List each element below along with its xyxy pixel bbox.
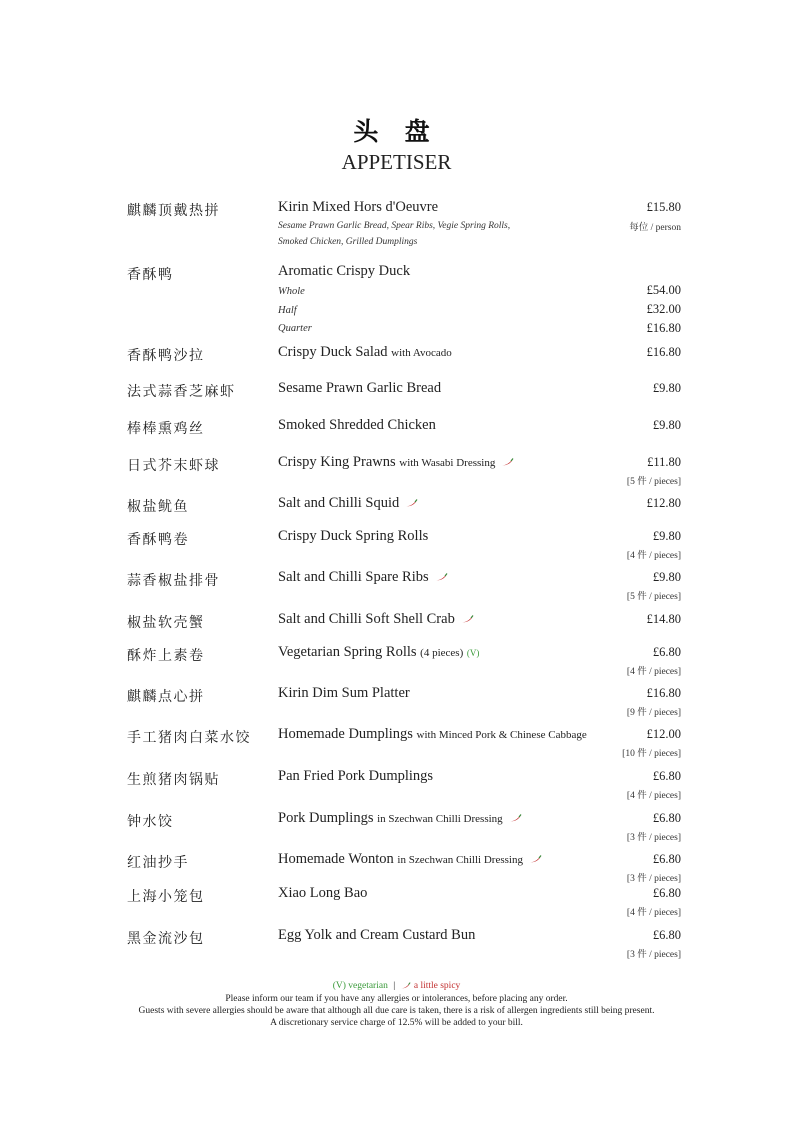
- item-portion-note: [3 件 / pieces]: [626, 833, 681, 843]
- item-portion-note: 每位 / person: [629, 223, 681, 233]
- item-chinese-name: 麒麟顶戴热拼: [127, 203, 220, 219]
- legend: [0, 981, 793, 991]
- item-price: £12.00: [646, 727, 681, 741]
- item-price: £6.80: [652, 928, 681, 942]
- item-chinese-name: 法式蒜香芝麻虾: [127, 384, 236, 400]
- item-portion-note: [4 件 / pieces]: [626, 908, 681, 918]
- chili-icon: [529, 855, 542, 864]
- item-english-name: Salt and Chilli Soft Shell Crab: [278, 611, 474, 628]
- item-english-name: Smoked Shredded Chicken: [278, 417, 436, 433]
- chili-icon: [461, 615, 474, 624]
- item-english-name: Kirin Dim Sum Platter: [278, 685, 410, 701]
- item-english-name: Sesame Prawn Garlic Bread: [278, 380, 442, 396]
- chili-icon: [405, 499, 418, 508]
- item-chinese-name: 手工猪肉白菜水饺: [127, 730, 251, 746]
- item-price: £9.80: [652, 418, 681, 432]
- item-chinese-name: 酥炸上素卷: [127, 648, 205, 664]
- size-price: £16.80: [646, 321, 681, 335]
- item-portion-note: [5 件 / pieces]: [626, 592, 681, 602]
- item-chinese-name: 红油抄手: [127, 855, 189, 871]
- item-price: £6.80: [652, 645, 681, 659]
- item-english-name: Aromatic Crispy Duck: [278, 263, 411, 279]
- item-chinese-name: 钟水饺: [127, 814, 174, 830]
- item-chinese-name: 棒棒熏鸡丝: [127, 421, 205, 437]
- item-chinese-name: 麒麟点心拼: [127, 689, 205, 705]
- item-price: £9.80: [652, 529, 681, 543]
- item-price: £16.80: [646, 686, 681, 700]
- item-portion-note: [10 件 / pieces]: [622, 749, 681, 759]
- item-price: £6.80: [652, 811, 681, 825]
- item-price: £12.80: [646, 496, 681, 510]
- item-portion-note: [5 件 / pieces]: [626, 477, 681, 487]
- item-price: £9.80: [652, 570, 681, 584]
- vegetarian-badge: (V): [466, 648, 480, 658]
- item-english-name: Vegetarian Spring Rolls (4 pieces) (V): [278, 644, 480, 660]
- item-chinese-name: 生煎猪肉锅贴: [127, 772, 220, 788]
- vegetarian-legend: (V) vegetarian: [332, 981, 388, 991]
- item-portion-note: [4 件 / pieces]: [626, 551, 681, 561]
- item-portion-note: [3 件 / pieces]: [626, 950, 681, 960]
- item-english-name: Egg Yolk and Cream Custard Bun: [278, 927, 476, 943]
- item-description: Sesame Prawn Garlic Bread, Spear Ribs, Vegie Spring Rolls,: [278, 221, 511, 231]
- item-price: £16.80: [646, 345, 681, 359]
- size-label: Quarter: [278, 323, 312, 334]
- item-chinese-name: 上海小笼包: [127, 889, 205, 905]
- size-label: Half: [278, 305, 297, 316]
- chili-icon: [501, 458, 514, 467]
- item-english-name: Crispy King Prawns with Wasabi Dressing: [278, 454, 514, 471]
- item-price: £14.80: [646, 612, 681, 626]
- item-chinese-name: 黑金流沙包: [127, 931, 205, 947]
- item-price: £6.80: [652, 769, 681, 783]
- chili-icon: [509, 814, 522, 823]
- item-english-name: Salt and Chilli Spare Ribs: [278, 569, 448, 586]
- allergy-notice: Please inform our team if you have any allergies or intolerances, before placing any order.: [225, 994, 568, 1004]
- chili-icon: [435, 573, 448, 582]
- item-chinese-name: 椒盐鱿鱼: [127, 499, 189, 515]
- item-chinese-name: 蒜香椒盐排骨: [127, 573, 220, 589]
- item-chinese-name: 日式芥末虾球: [127, 458, 220, 474]
- item-portion-note: [4 件 / pieces]: [626, 667, 681, 677]
- spicy-legend: a little spicy: [413, 981, 461, 991]
- item-portion-note: [9 件 / pieces]: [626, 708, 681, 718]
- item-english-name: Salt and Chilli Squid: [278, 495, 418, 512]
- item-price: £6.80: [652, 852, 681, 866]
- item-chinese-name: 椒盐软壳蟹: [127, 615, 205, 631]
- item-price: £11.80: [647, 455, 681, 469]
- service-charge-notice: A discretionary service charge of 12.5% will be added to your bill.: [270, 1018, 523, 1028]
- page-title-english: APPETISER: [341, 150, 452, 174]
- item-price: £15.80: [646, 200, 681, 214]
- chili-icon: [400, 982, 411, 990]
- size-price: £32.00: [646, 302, 681, 316]
- item-price: £6.80: [652, 886, 681, 900]
- item-english-name: Pork Dumplings in Szechwan Chilli Dressing: [278, 810, 522, 827]
- item-price: £9.80: [652, 381, 681, 395]
- item-chinese-name: 香酥鸭沙拉: [127, 348, 205, 364]
- item-english-name: Xiao Long Bao: [278, 885, 368, 901]
- item-english-name: Crispy Duck Salad with Avocado: [278, 344, 452, 360]
- allergen-warning: Guests with severe allergies should be aware that although all due care is taken, there is a risk of allergen ingredients still being present.: [138, 1006, 655, 1016]
- item-portion-note: [4 件 / pieces]: [626, 791, 681, 801]
- size-price: £54.00: [646, 283, 681, 297]
- item-english-name: Pan Fried Pork Dumplings: [278, 768, 434, 784]
- item-english-name: Homemade Wonton in Szechwan Chilli Dressing: [278, 851, 542, 868]
- size-label: Whole: [278, 286, 305, 297]
- item-english-name: Homemade Dumplings with Minced Pork & Chinese Cabbage: [278, 726, 587, 742]
- item-chinese-name: 香酥鸭: [127, 267, 174, 283]
- item-chinese-name: 香酥鸭卷: [127, 532, 189, 548]
- item-portion-note: [3 件 / pieces]: [626, 874, 681, 884]
- page-title-chinese: 头 盘: [353, 119, 440, 146]
- item-english-name: Crispy Duck Spring Rolls: [278, 528, 429, 544]
- legend-separator: |: [393, 981, 396, 991]
- item-description: Smoked Chicken, Grilled Dumplings: [278, 237, 418, 247]
- item-english-name: Kirin Mixed Hors d'Oeuvre: [278, 199, 439, 215]
